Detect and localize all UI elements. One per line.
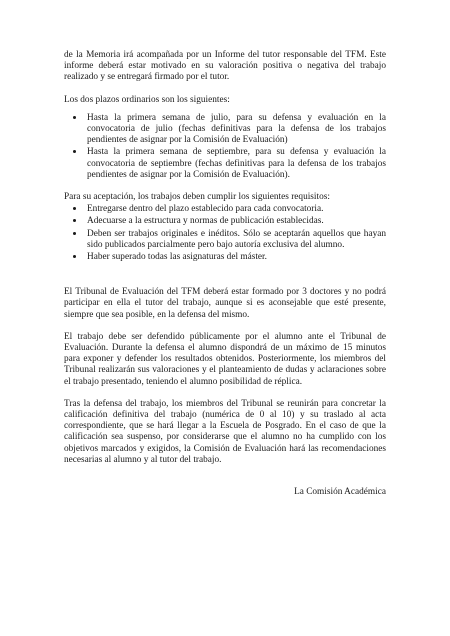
list-item: • Deben ser trabajos originales e inéditos. Sólo se aceptarán aquellos que hayan sido publicados parcialmente pero bajo autoría exclusiva del alumno. (85, 228, 386, 251)
plazos-list (64, 112, 386, 181)
calificacion-paragraph: Tras la defensa del trabajo, los miembros del Tribunal se reunirán para concretar la calificación definitiva del trabajo (numérica de 0 al 10) y su traslado al acta correspondiente, que se hará llegar a la Escuela de Posgrado. En el caso de que la calificación sea suspenso, por considerarse que el alumno no ha cumplido con los objetivos marcados y exigidos, la Comisión de Evaluación hará las recomendaciones necesarias al alumno y al tutor del trabajo. (64, 398, 386, 465)
list-item: • Adecuarse a la estructura y normas de publicación establecidas. (85, 215, 386, 227)
section-spacer (64, 274, 386, 287)
intro-paragraph: de la Memoria irá acompañada por un Informe del tutor responsable del TFM. Este informe deberá estar motivado en su valoración positiva o negativa del trabajo realizado y se entregará firmado por el tutor. (64, 50, 386, 83)
plazos-heading: Los dos plazos ordinarios son los siguientes: (64, 94, 230, 105)
document-page (64, 50, 386, 509)
defensa-paragraph: El trabajo debe ser defendido públicamente por el alumno ante el Tribunal de Evaluación. Durante la defensa el alumno dispondrá de un máximo de 15 minutos para exponer y defender los resultados obtenidos. Posteriormente, los miembros del Tribunal realizarán sus valoraciones y el planteamiento de dudas y aclaraciones sobre el trabajo presentado, teniendo el alumno posibilidad de réplica. (64, 331, 386, 387)
tribunal-paragraph: El Tribunal de Evaluación del TFM deberá estar formado por 3 doctores y no podrá participar en ella el tutor del trabajo, aunque si es aconsejable que esté presente, siempre que sea posible, en la defensa del mismo. (64, 287, 386, 320)
requisitos-list (64, 203, 386, 263)
signature: La Comisión Académica (294, 487, 386, 498)
list-item: • Haber superado todas las asignaturas del máster. (85, 251, 386, 263)
list-item: • Hasta la primera semana de julio, para su defensa y evaluación en la convocatoria de julio (fechas definitivas para la defensa de los trabajos pendientes de asignar por la Comisión de Evaluación) (85, 112, 386, 147)
list-item: • Hasta la primera semana de septiembre, para su defensa y evaluación la convocatoria de septiembre (fechas definitivas para la defensa de los trabajos pendientes de asignar por la Comisión de Evaluación). (85, 146, 386, 181)
requisitos-heading: Para su aceptación, los trabajos deben cumplir los siguientes requisitos: (64, 192, 330, 203)
list-item: • Entregarse dentro del plazo establecido para cada convocatoria. (85, 203, 386, 215)
